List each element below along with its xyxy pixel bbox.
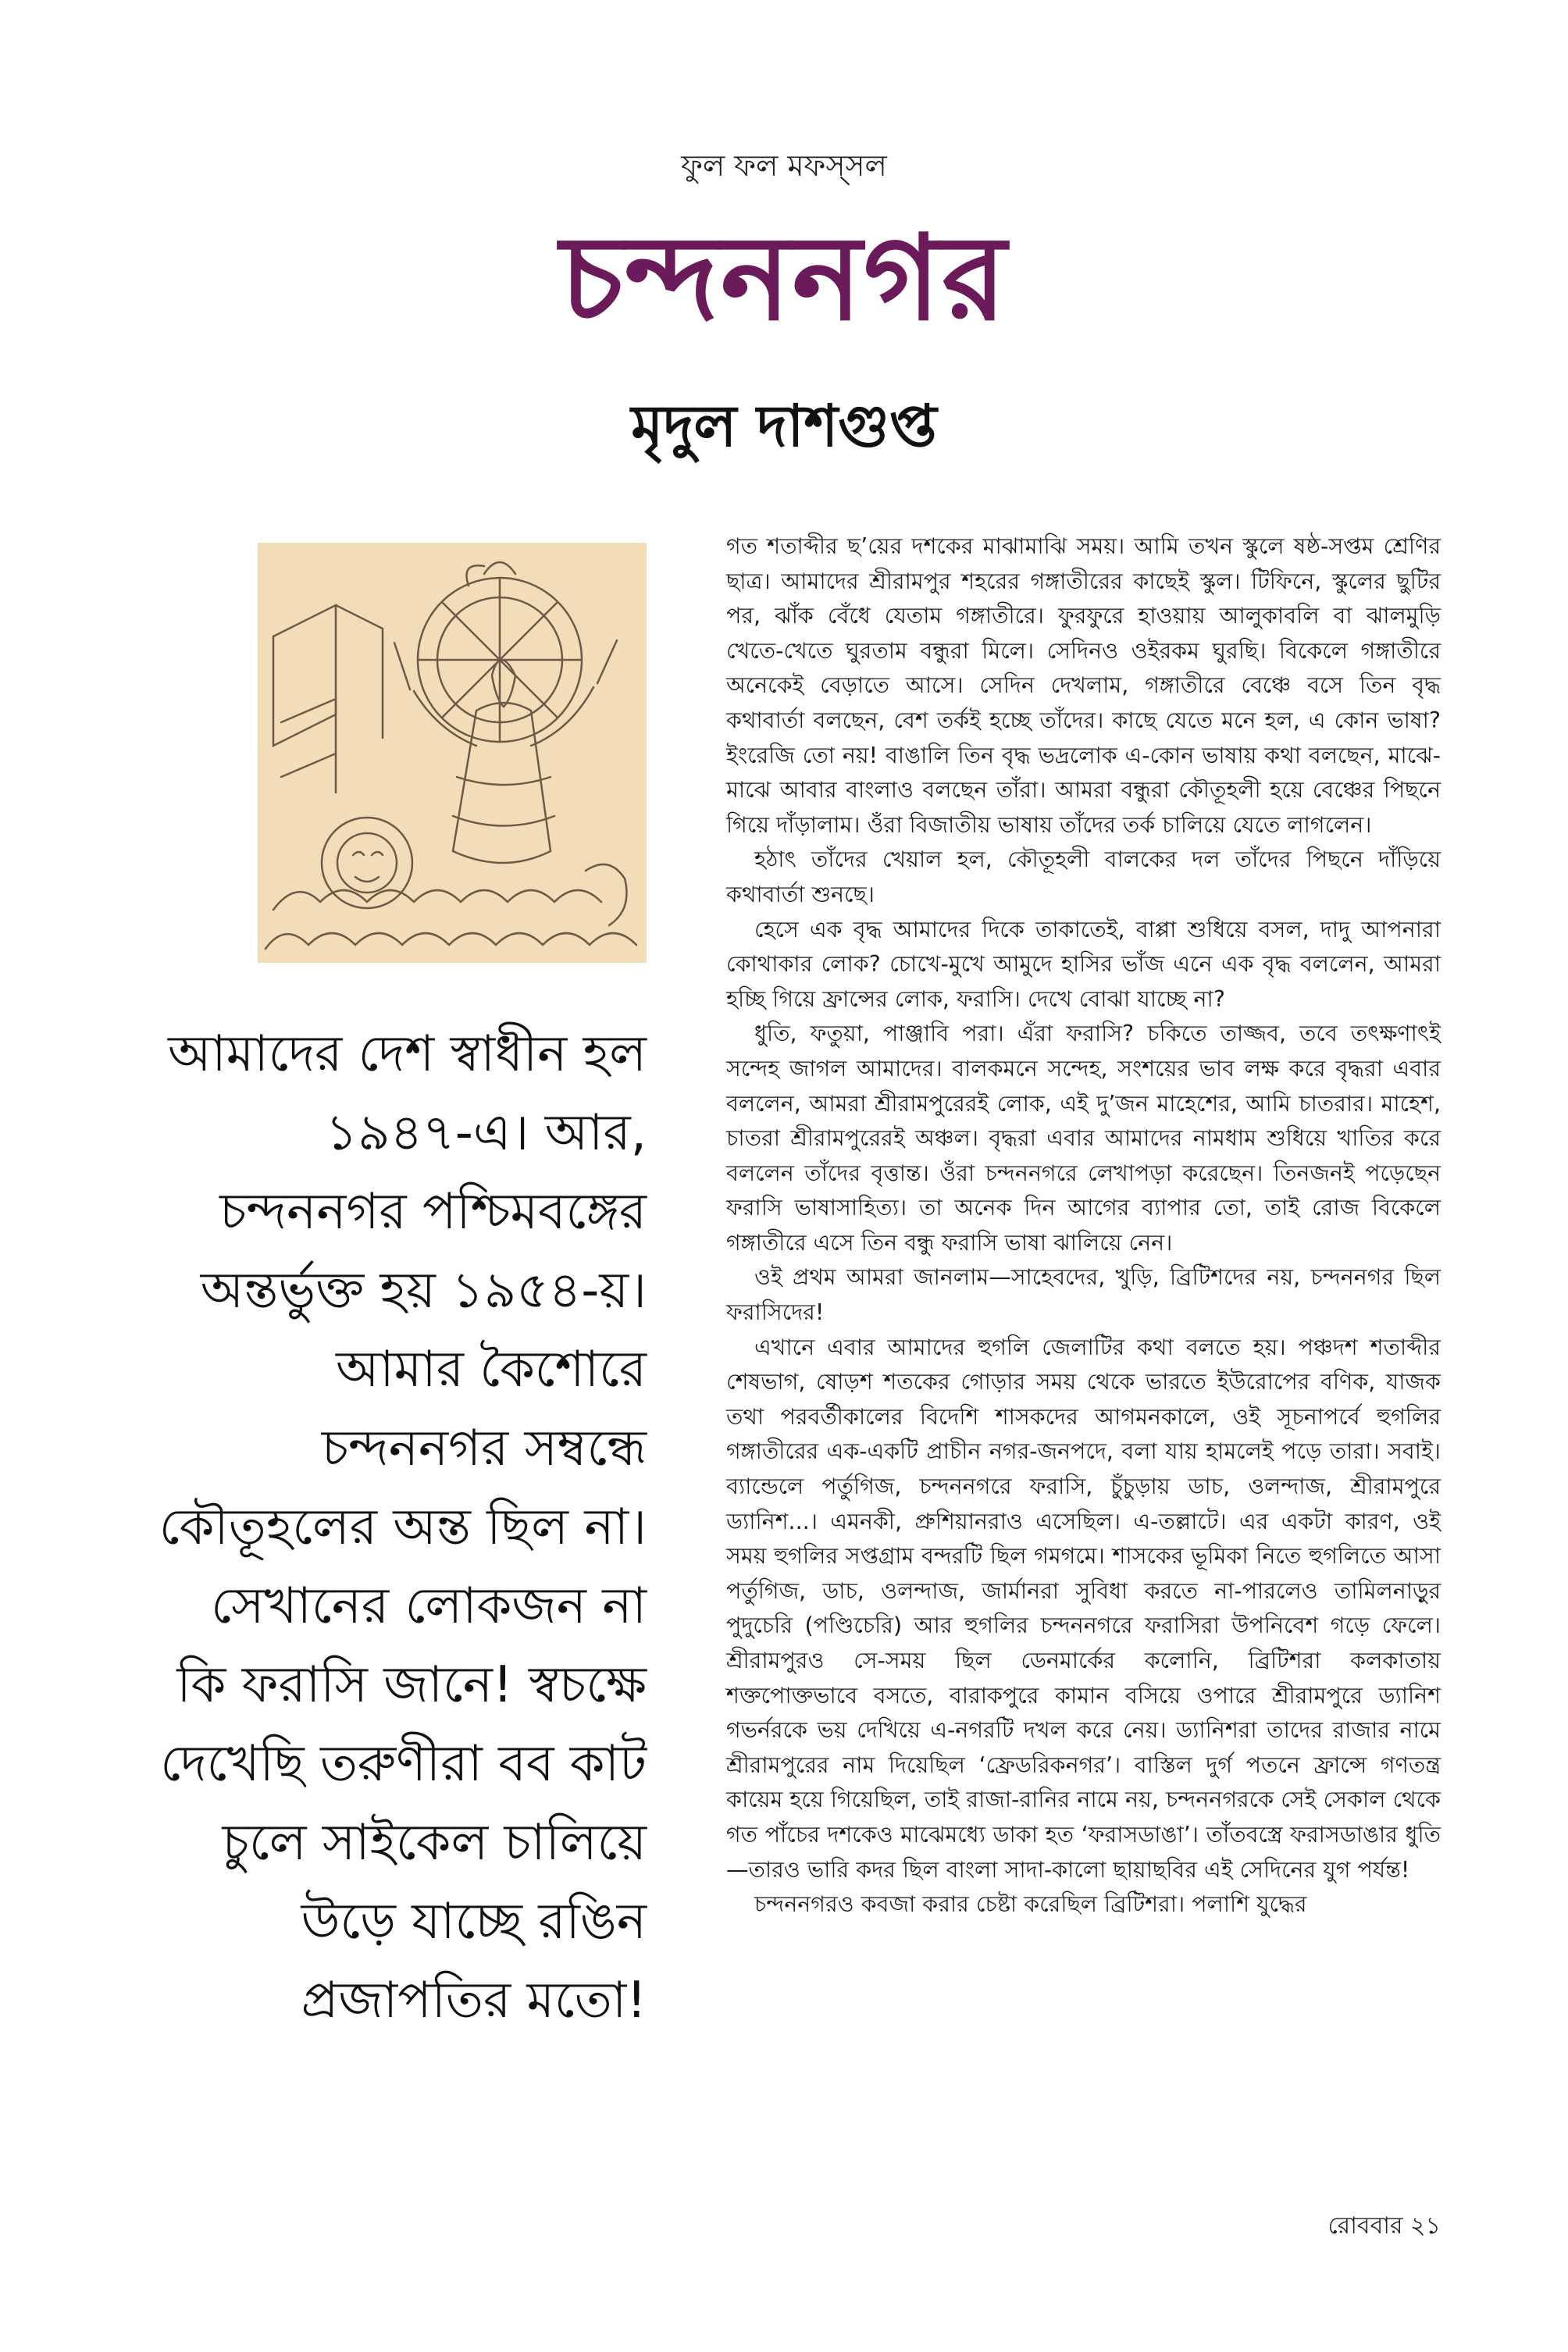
pull-quote <box>156 1015 647 2040</box>
goddess-sketch-illustration <box>258 543 647 963</box>
body-paragraph: হেসে এক বৃদ্ধ আমাদের দিকে তাকাতেই, বাপ্পা শুধিয়ে বসল, দাদু আপনারা কোথাকার লোক? চোখে-মুখে আমুদে হাসির ভাঁজ এনে এক বৃদ্ধ বললেন, আমরা হচ্ছি গিয়ে ফ্রান্সের লোক, ফরাসি। দেখে বোঝা যাচ্ছে না? <box>726 916 1441 1012</box>
article-title: চন্দননগর <box>560 209 1008 347</box>
page-footer: রোববার ২১ <box>1327 2212 1441 2240</box>
section-label: ফুল ফল মফস্‌সল <box>681 148 887 183</box>
body-paragraph: হঠাৎ তাঁদের খেয়াল হল, কৌতূহলী বালকের দল তাঁদের পিছনে দাঁড়িয়ে কথাবার্তা শুনছে। <box>726 846 1441 907</box>
body-paragraph: ওই প্রথম আমরা জানলাম—সাহেবদের, খুড়ি, ব্রিটিশদের নয়, চন্দননগর ছিল ফরাসিদের! <box>726 1264 1441 1326</box>
article-body <box>726 529 1441 1923</box>
body-paragraph: ধুতি, ফতুয়া, পাঞ্জাবি পরা। এঁরা ফরাসি? চকিতে তাজ্জব, তবে তৎক্ষণাৎই সন্দেহ জাগল আমাদের। বালকমনে সন্দেহ, সংশয়ের ভাব লক্ষ করে বৃদ্ধরা এবার বললেন, আমরা শ্রীরামপুরেরই লোক, এই দু’জন মাহেশের, আমি চাতরার। মাহেশ, চাতরা শ্রীরামপুরেরই অঞ্চল। বৃদ্ধরা এবার আমাদের নামধাম শুধিয়ে খাতির করে বললেন তাঁদের বৃত্তান্ত। ওঁরা চন্দননগরে লেখাপড়া করেছেন। তিনজনই পড়েছেন ফরাসি ভাষাসাহিত্য। তা অনেক দিন আগের ব্যাপার তো, তাই রোজ বিকেলে গঙ্গাতীরে এসে তিন বন্ধু ফরাসি ভাষা ঝালিয়ে নেন। <box>726 1021 1441 1256</box>
pull-quote-text: আমাদের দেশ স্বাধীন হল ১৯৪৭-এ। আর, চন্দননগর পশ্চিমবঙ্গের অন্তর্ভুক্ত হয় ১৯৫৪-য়। আমার কৈশোরে চন্দননগর সম্বন্ধে কৌতূহলের অন্ত ছিল না। সেখানের লোকজন না কি ফরাসি জানে! স্বচক্ষে দেখেছি তরুণীরা বব কাট চুলে সাইকেল চালিয়ে উড়ে যাচ্ছে রঙিন প্রজাপতির মতো! <box>159 1025 647 2029</box>
body-paragraph: এখানে এবার আমাদের হুগলি জেলাটির কথা বলতে হয়। পঞ্চদশ শতাব্দীর শেষভাগ, ষোড়শ শতকের গোড়ার সময় থেকে ভারতে ইউরোপের বণিক, যাজক তথা পরবর্তীকালের বিদেশি শাসকদের আগমনকালে, ওই সূচনাপর্বে হুগলির গঙ্গাতীরের এক-একটি প্রাচীন নগর-জনপদে, বলা যায় হামলেই পড়ে তারা। সবাই। ব্যান্ডেলে পর্তুগিজ, চন্দননগরে ফরাসি, চুঁচুড়ায় ডাচ, ওলন্দাজ, শ্রীরামপুরে ড্যানিশ...। এমনকী, প্রুশিয়ানরাও এসেছিল। এ-তল্লাটে। এর একটা কারণ, ওই সময় হুগলির সপ্তগ্রাম বন্দরটি ছিল গমগমে। শাসকের ভূমিকা নিতে হুগলিতে আসা পর্তুগিজ, ডাচ, ওলন্দাজ, জার্মানরা সুবিধা করতে না-পারলেও তামিলনাড়ুর পুদুচেরি (পণ্ডিচেরি) আর হুগলির চন্দননগরে ফরাসিরা উপনিবেশ গড়ে ফেলে। শ্রীরামপুরও সে-সময় ছিল ডেনমার্কের কলোনি, ব্রিটিশরা কলকাতায় শক্তপোক্তভাবে বসতে, বারাকপুরে কামান বসিয়ে ওপারে শ্রীরামপুরে ড্যানিশ গভর্নরকে ভয় দেখিয়ে এ-নগরটি দখল করে নেয়। ড্যানিশরা তাদের রাজার নামে শ্রীরামপুরের নাম দিয়েছিল ‘ফ্রেডরিকনগর’। বাস্তিল দুর্গ পতনে ফ্রান্সে গণতন্ত্র কায়েম হয়ে গিয়েছিল, তাই রাজা-রানির নামে নয়, চন্দননগরকে সেই সেকাল থেকে গত পাঁচের দশকেও মাঝেমধ্যে ডাকা হত ‘ফরাসডাঙা’। তাঁতবস্ত্রে ফরাসডাঙার ধুতি—তারও ভারি কদর ছিল বাংলা সাদা-কালো ছায়াছবির এই সেদিনের যুগ পর্যন্ত! <box>726 1334 1441 1883</box>
sketch-drawing <box>258 543 647 963</box>
body-paragraph: চন্দননগরও কবজা করার চেষ্টা করেছিল ব্রিটিশরা। পলাশি যুদ্ধের <box>754 1891 1307 1918</box>
body-paragraph: গত শতাব্দীর ছ’য়ের দশকের মাঝামাঝি সময়। আমি তখন স্কুলে ষষ্ঠ-সপ্তম শ্রেণির ছাত্র। আমাদের শ্রীরামপুর শহরের গঙ্গাতীরের কাছেই স্কুল। টিফিনে, স্কুলের ছুটির পর, ঝাঁক বেঁধে যেতাম গঙ্গাতীরে। ফুরফুরে হাওয়ায় আলুকাবলি বা ঝালমুড়ি খেতে-খেতে ঘুরতাম বন্ধুরা মিলে। সেদিনও ওইরকম ঘুরছি। বিকেলে গঙ্গাতীরে অনেকেই বেড়াতে আসে। সেদিন দেখলাম, গঙ্গাতীরে বেঞ্চে বসে তিন বৃদ্ধ কথাবার্তা বলছেন, বেশ তর্কই হচ্ছে তাঁদের। কাছে যেতে মনে হল, এ কোন ভাষা? ইংরেজি তো নয়! বাঙালি তিন বৃদ্ধ ভদ্রলোক এ-কোন ভাষায় কথা বলছেন, মাঝে-মাঝে আবার বাংলাও বলছেন তাঁরা। আমরা বন্ধুরা কৌতূহলী হয়ে বেঞ্চের পিছনে গিয়ে দাঁড়ালাম। ওঁরা বিজাতীয় ভাষায় তাঁদের তর্ক চালিয়ে যেতে লাগলেন। <box>726 533 1441 838</box>
author-name: মৃদুল দাশগুপ্ত <box>631 393 937 460</box>
